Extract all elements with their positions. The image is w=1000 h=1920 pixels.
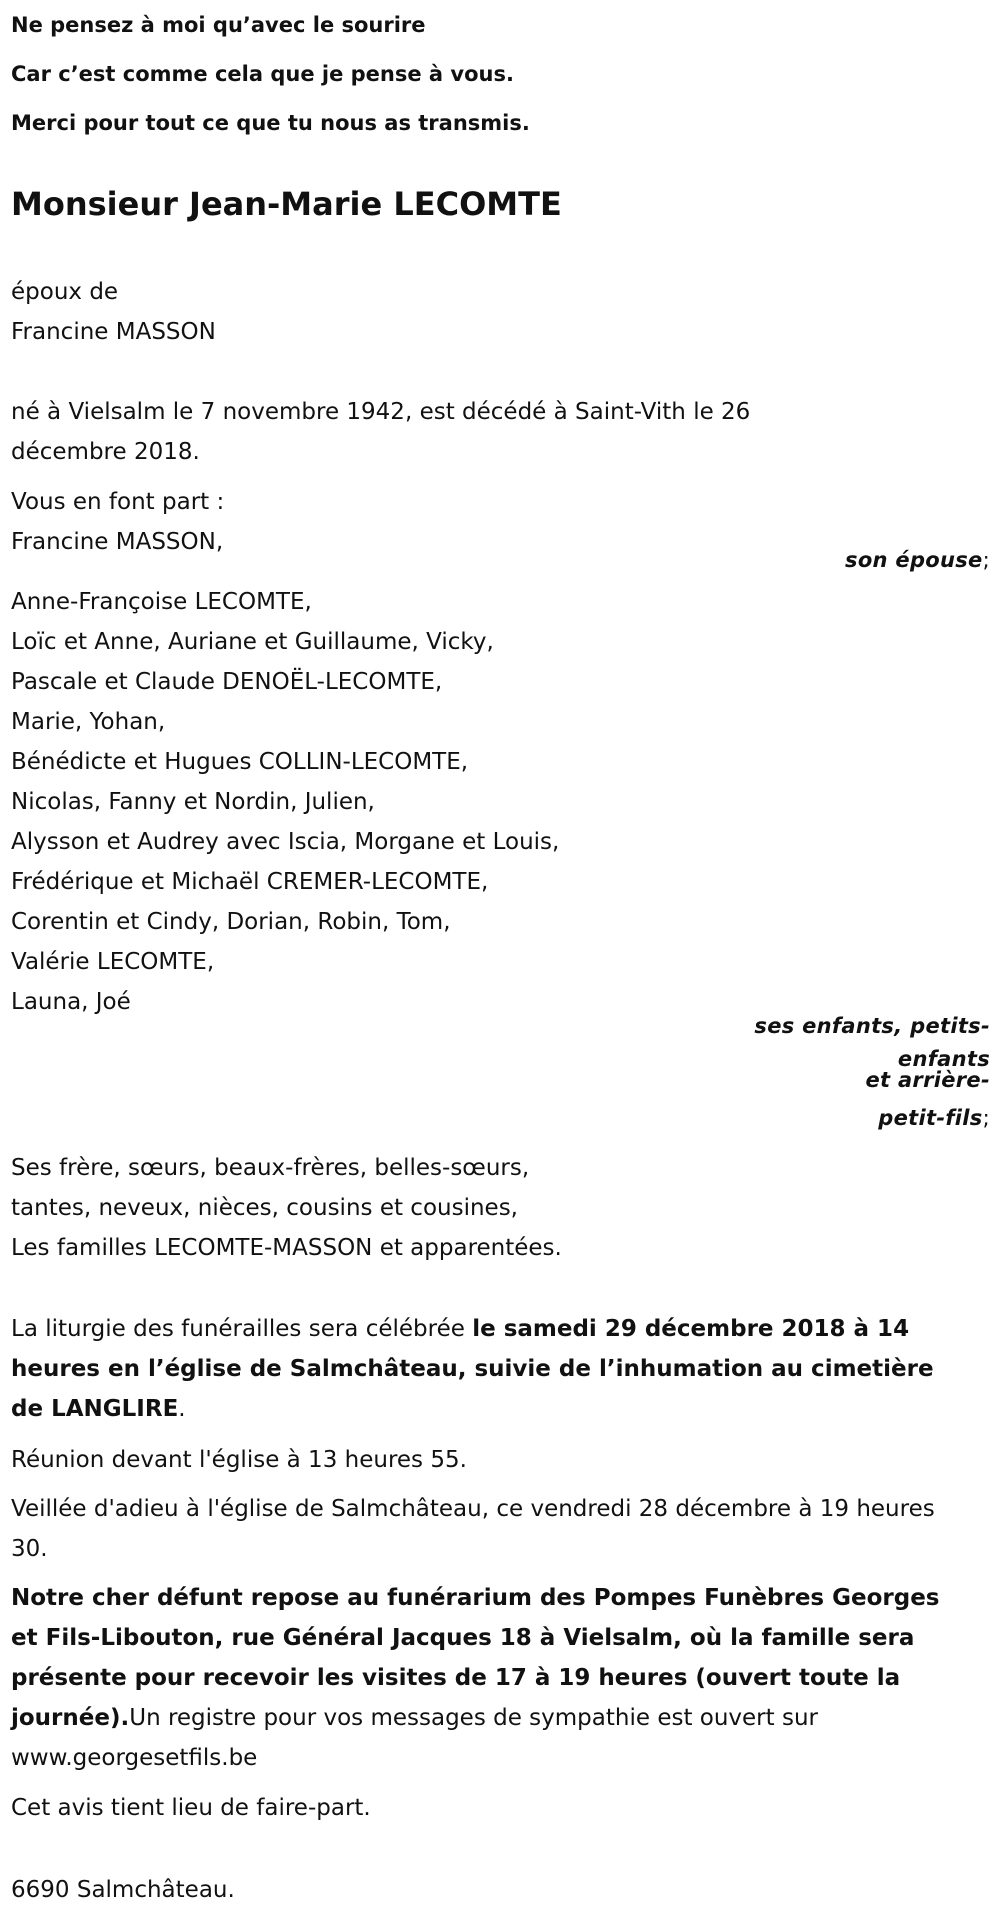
poem-line: Ne pensez à moi qu’avec le sourire xyxy=(11,13,426,37)
children-list xyxy=(11,582,559,1022)
spouse-relation-label: son épouse; xyxy=(845,548,990,572)
family-block xyxy=(11,1148,562,1268)
meeting-text: Réunion devant l'église à 13 heures 55. xyxy=(11,1447,467,1473)
list-item: Nicolas, Fanny et Nordin, Julien, xyxy=(11,789,375,815)
family-line: Ses frère, sœurs, beaux-frères, belles-sœurs, xyxy=(11,1155,530,1181)
announce-intro: Vous en font part : xyxy=(11,489,225,515)
list-item: Valérie LECOMTE, xyxy=(11,949,215,975)
list-item: Corentin et Cindy, Dorian, Robin, Tom, xyxy=(11,909,451,935)
vigil-text: Veillée d'adieu à l'église de Salmchâteau, ce vendredi 28 décembre à 19 heures 30. xyxy=(11,1496,935,1562)
funerarium-details: Notre cher défunt repose au funérarium des Pompes Funèbres Georges et Fils-Libouton, rue Général Jacques 18 à Vielsalm, où la famille sera présente pour recevoir les visites de 17 à 19 heures (ouvert toute la journée). xyxy=(11,1585,940,1731)
announce-spouse-name: Francine MASSON, xyxy=(11,529,224,555)
liturgy-details: le samedi 29 décembre 2018 à 14 heures en l’église de Salmchâteau, suivie de l’inhumation au cimetière de LANGLIRE xyxy=(11,1316,934,1422)
notice-text: Cet avis tient lieu de faire-part. xyxy=(11,1795,371,1821)
poem-line: Car c’est comme cela que je pense à vous. xyxy=(11,62,514,86)
family-line: Les familles LECOMTE-MASSON et apparentées. xyxy=(11,1235,562,1261)
spouse-block xyxy=(11,272,216,352)
funerarium-text xyxy=(11,1578,971,1778)
page-title: Monsieur Jean-Marie LECOMTE xyxy=(11,185,562,223)
list-item: Bénédicte et Hugues COLLIN-LECOMTE, xyxy=(11,749,469,775)
list-item: Launa, Joé xyxy=(11,989,131,1015)
poem xyxy=(11,1,530,148)
list-item: Alysson et Audrey avec Iscia, Morgane et Louis, xyxy=(11,829,560,855)
family-line: tantes, neveux, nièces, cousins et cousines, xyxy=(11,1195,518,1221)
birth-death-text: né à Vielsalm le 7 novembre 1942, est décédé à Saint-Vith le 26 décembre 2018. xyxy=(11,399,751,465)
list-item: Frédérique et Michaël CREMER-LECOMTE, xyxy=(11,869,489,895)
children-relation-label: ses enfants, petits- enfants et arrière- petit-fils; xyxy=(754,1014,990,1130)
poem-line: Merci pour tout ce que tu nous as transmis. xyxy=(11,111,530,135)
registry-text: Un registre pour vos messages de sympathie est ouvert sur www.georgesetfils.be xyxy=(11,1705,818,1771)
list-item: Marie, Yohan, xyxy=(11,709,166,735)
list-item: Pascale et Claude DENOËL-LECOMTE, xyxy=(11,669,443,695)
liturgy-text: La liturgie des funérailles sera célébrée le samedi 29 décembre 2018 à 14 heures en l’église de Salmchâteau, suivie de l’inhumation au cimetière de LANGLIRE. xyxy=(11,1316,934,1422)
location-text: 6690 Salmchâteau. xyxy=(11,1877,235,1903)
spouse-intro: époux de xyxy=(11,279,119,305)
announce-block xyxy=(11,482,224,562)
list-item: Loïc et Anne, Auriane et Guillaume, Vicky, xyxy=(11,629,494,655)
list-item: Anne-Françoise LECOMTE, xyxy=(11,589,312,615)
spouse-name: Francine MASSON xyxy=(11,319,216,345)
